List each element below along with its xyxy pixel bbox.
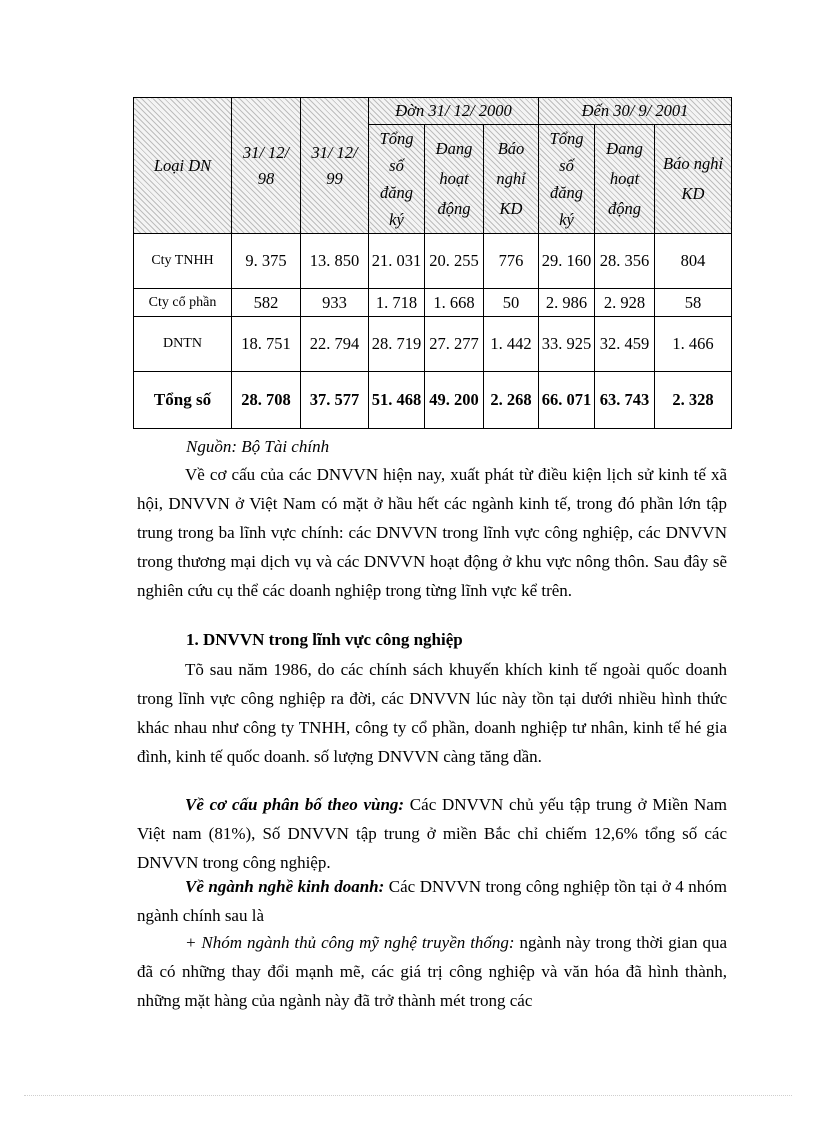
table-row <box>134 289 732 317</box>
page-footer-divider <box>24 1095 792 1096</box>
row-label: DNTN <box>134 317 232 372</box>
header-1998: 31/ 12/ 98 <box>232 98 301 234</box>
body-handicraft-group: ngành này trong thời gian qua đã có những thay đổi mạnh mẽ, các giá trị công nghiệp và văn hóa đã hình thành, những mặt hàng của ngành này đã trở thành mét trong các <box>137 933 727 1010</box>
enterprise-statistics-table <box>133 97 732 429</box>
header-group-2000: Đờn 31/ 12/ 2000 <box>369 98 539 125</box>
cell-1998: 9. 375 <box>232 234 301 289</box>
cell-registered-2000: 1. 718 <box>369 289 425 317</box>
cell-1998: 582 <box>232 289 301 317</box>
cell-operating-2000: 1. 668 <box>425 289 484 317</box>
cell-operating-2000: 49. 200 <box>425 372 484 429</box>
paragraph-regional-distribution <box>137 790 727 877</box>
cell-registered-2001: 29. 160 <box>539 234 595 289</box>
lead-regional-distribution: Về cơ cấu phân bố theo vùng: <box>185 795 405 814</box>
cell-1998: 18. 751 <box>232 317 301 372</box>
header-operating-2001: Đang hoạt động <box>595 125 655 234</box>
row-label: Cty TNHH <box>134 234 232 289</box>
cell-registered-2001: 2. 986 <box>539 289 595 317</box>
header-operating-2000: Đang hoạt động <box>425 125 484 234</box>
section-heading-industry: 1. DNVVN trong lĩnh vực công nghiệp <box>186 630 463 649</box>
cell-operating-2000: 27. 277 <box>425 317 484 372</box>
header-registered-2000: Tổng số đăng ký <box>369 125 425 234</box>
cell-suspended-2001: 1. 466 <box>655 317 732 372</box>
header-enterprise-type: Loại DN <box>134 98 232 234</box>
table-total-row <box>134 372 732 429</box>
cell-1999: 37. 577 <box>301 372 369 429</box>
table-row <box>134 234 732 289</box>
cell-1999: 22. 794 <box>301 317 369 372</box>
table-row <box>134 317 732 372</box>
lead-business-sectors: Về ngành nghề kinh doanh: <box>185 877 385 896</box>
body-regional-distribution: Các DNVVN chủ yếu tập trung ở Miền Nam Việt nam (81%), Số DNVVN tập trung ở miền Bắc chỉ chiếm 12,6% tổng số các DNVVN trong công nghiệp. <box>137 795 727 872</box>
table-header-row <box>134 98 732 125</box>
header-1999: 31/ 12/ 99 <box>301 98 369 234</box>
paragraph-handicraft-group <box>137 928 727 1015</box>
table-source-note: Nguồn: Bộ Tài chính <box>186 437 330 456</box>
header-suspended-2000: Báo nghỉ KD <box>484 125 539 234</box>
paragraph-post-1986: Tõ sau năm 1986, do các chính sách khuyến khích kinh tế ngoài quốc doanh trong lĩnh vực công nghiệp ra đời, các DNVVN lúc này tồn tại dưới nhiều hình thức khác nhau như công ty TNHH, công ty cổ phần, doanh nghiệp tư nhân, kinh tế hé gia đình, kinh tế quốc doanh. số lượng DNVVN càng tăng dần. <box>137 660 727 766</box>
row-label: Cty cổ phần <box>134 289 232 317</box>
cell-1998: 28. 708 <box>232 372 301 429</box>
cell-suspended-2000: 2. 268 <box>484 372 539 429</box>
cell-operating-2001: 28. 356 <box>595 234 655 289</box>
cell-registered-2001: 33. 925 <box>539 317 595 372</box>
header-group-2001: Đến 30/ 9/ 2001 <box>539 98 732 125</box>
body-business-sectors: Các DNVVN trong công nghiệp tồn tại ở 4 nhóm ngành chính sau là <box>137 877 727 925</box>
cell-1999: 13. 850 <box>301 234 369 289</box>
lead-handicraft-group: + Nhóm ngành thủ công mỹ nghệ truyền thống: <box>185 933 515 952</box>
row-label: Tổng số <box>134 372 232 429</box>
cell-registered-2000: 28. 719 <box>369 317 425 372</box>
paragraph-business-sectors <box>137 872 727 930</box>
cell-operating-2001: 2. 928 <box>595 289 655 317</box>
cell-registered-2000: 51. 468 <box>369 372 425 429</box>
cell-1999: 933 <box>301 289 369 317</box>
cell-operating-2001: 63. 743 <box>595 372 655 429</box>
cell-suspended-2001: 58 <box>655 289 732 317</box>
cell-suspended-2000: 776 <box>484 234 539 289</box>
cell-suspended-2000: 50 <box>484 289 539 317</box>
paragraph-structure-overview: Về cơ cấu của các DNVVN hiện nay, xuất phát từ điều kiện lịch sử kinh tế xã hội, DNVVN ở Việt Nam có mặt ở hầu hết các ngành kinh tế, trong đó phần lớn tập trung trong ba lĩnh vực chính: các DNVVN trong lĩnh vực công nghiệp, các DNVVN trong thương mại dịch vụ và các DNVVN hoạt động ở khu vực nông thôn. Sau đây sẽ nghiên cứu cụ thể các doanh nghiệp trong từng lĩnh vực kể trên. <box>137 465 727 600</box>
cell-registered-2000: 21. 031 <box>369 234 425 289</box>
cell-operating-2000: 20. 255 <box>425 234 484 289</box>
header-registered-2001: Tổng số đăng ký <box>539 125 595 234</box>
cell-operating-2001: 32. 459 <box>595 317 655 372</box>
cell-suspended-2000: 1. 442 <box>484 317 539 372</box>
header-suspended-2001: Báo nghỉ KD <box>655 125 732 234</box>
cell-suspended-2001: 2. 328 <box>655 372 732 429</box>
cell-registered-2001: 66. 071 <box>539 372 595 429</box>
cell-suspended-2001: 804 <box>655 234 732 289</box>
